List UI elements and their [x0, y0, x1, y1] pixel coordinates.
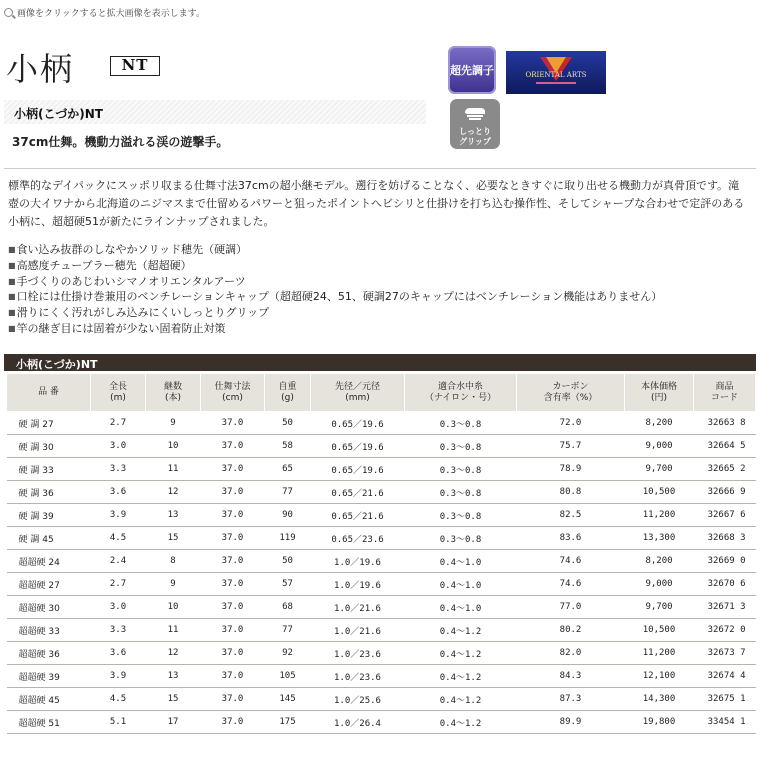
table-cell: 0.65／19.6 [311, 435, 405, 458]
table-cell: 4.5 [91, 527, 146, 550]
table-cell: 0.4〜1.2 [405, 665, 517, 688]
table-cell: 13 [146, 665, 201, 688]
column-header [7, 374, 91, 412]
table-cell: 175 [265, 711, 311, 734]
column-header [146, 374, 201, 412]
table-cell: 77 [265, 481, 311, 504]
feature-text: 高感度チューブラー穂先（超超硬） [16, 258, 192, 272]
table-cell: 72.0 [517, 412, 625, 435]
table-cell: 9,000 [625, 573, 694, 596]
table-cell: 硬 調 30 [7, 435, 91, 458]
feature-text: 滑りにくく汚れがしみ込みにくいしっとりグリップ [16, 306, 270, 320]
table-cell: 50 [265, 550, 311, 573]
spec-table [6, 373, 756, 734]
table-cell: 9,000 [625, 435, 694, 458]
divider [4, 168, 756, 169]
table-cell: 37.0 [201, 642, 265, 665]
table-cell: 33454 1 [694, 711, 756, 734]
super-fast-action-label: 超先調子 [450, 64, 494, 77]
table-cell: 0.65／21.6 [311, 481, 405, 504]
table-cell: 0.4〜1.2 [405, 619, 517, 642]
table-cell: 3.6 [91, 481, 146, 504]
table-cell: 145 [265, 688, 311, 711]
column-header [625, 374, 694, 412]
table-cell: 15 [146, 688, 201, 711]
table-cell: 11 [146, 619, 201, 642]
column-header-line: 全長 [108, 381, 127, 392]
table-cell: 32670 6 [694, 573, 756, 596]
column-header [91, 374, 146, 412]
table-cell: 17 [146, 711, 201, 734]
column-header [517, 374, 625, 412]
column-header-line: 商品 [715, 381, 734, 392]
table-cell: 89.9 [517, 711, 625, 734]
table-cell: 0.3〜0.8 [405, 504, 517, 527]
table-cell: 2.7 [91, 412, 146, 435]
table-cell: 4.5 [91, 688, 146, 711]
grip-hand-icon [463, 104, 487, 124]
grip-label-1: しっとり [459, 127, 491, 136]
table-cell: 84.3 [517, 665, 625, 688]
table-cell: 37.0 [201, 527, 265, 550]
spec-header-row [7, 374, 756, 412]
table-cell: 0.3〜0.8 [405, 435, 517, 458]
column-header-line: (cm) [222, 392, 243, 403]
table-cell: 80.2 [517, 619, 625, 642]
table-cell: 1.0／19.6 [311, 550, 405, 573]
table-row [7, 642, 756, 665]
table-cell: 11,200 [625, 504, 694, 527]
table-cell: 12 [146, 642, 201, 665]
table-cell: 82.5 [517, 504, 625, 527]
table-cell: 9,700 [625, 596, 694, 619]
table-cell: 3.0 [91, 596, 146, 619]
table-cell: 硬 調 33 [7, 458, 91, 481]
table-cell: 超超硬 39 [7, 665, 91, 688]
table-cell: 80.8 [517, 481, 625, 504]
feature-list [8, 242, 662, 337]
table-row [7, 481, 756, 504]
oriental-arts-text: ORIENTAL ARTS [525, 71, 587, 79]
feature-item [8, 289, 662, 305]
table-cell: 0.4〜1.0 [405, 573, 517, 596]
table-cell: 50 [265, 412, 311, 435]
table-cell: 12 [146, 481, 201, 504]
table-cell: 0.4〜1.2 [405, 688, 517, 711]
table-cell: 0.65／21.6 [311, 504, 405, 527]
column-header-line: 品 番 [38, 387, 59, 397]
table-cell: 0.4〜1.0 [405, 596, 517, 619]
table-cell: 3.9 [91, 665, 146, 688]
table-cell: 8 [146, 550, 201, 573]
table-cell: 32666 9 [694, 481, 756, 504]
table-cell: 1.0／21.6 [311, 619, 405, 642]
table-cell: 硬 調 36 [7, 481, 91, 504]
column-header [694, 374, 756, 412]
table-cell: 9 [146, 412, 201, 435]
table-cell: 32674 4 [694, 665, 756, 688]
column-header-line: 仕舞寸法 [214, 381, 251, 392]
table-row [7, 619, 756, 642]
table-cell: 硬 調 45 [7, 527, 91, 550]
table-cell: 3.6 [91, 642, 146, 665]
table-cell: 0.3〜0.8 [405, 481, 517, 504]
feature-text: 竿の継ぎ目には固着が少ない固着防止対策 [16, 321, 226, 335]
table-cell: 1.0／19.6 [311, 573, 405, 596]
table-cell: 87.3 [517, 688, 625, 711]
table-cell: 37.0 [201, 550, 265, 573]
table-cell: 0.3〜0.8 [405, 527, 517, 550]
table-cell: 1.0／26.4 [311, 711, 405, 734]
table-cell: 32663 8 [694, 412, 756, 435]
column-header [405, 374, 517, 412]
table-cell: 37.0 [201, 619, 265, 642]
table-cell: 0.65／19.6 [311, 412, 405, 435]
table-row [7, 550, 756, 573]
table-cell: 57 [265, 573, 311, 596]
table-cell: 74.6 [517, 573, 625, 596]
table-cell: 超超硬 36 [7, 642, 91, 665]
grip-label-2: グリップ [459, 137, 491, 146]
table-cell: 37.0 [201, 711, 265, 734]
table-cell: 37.0 [201, 412, 265, 435]
zoom-hint [4, 5, 205, 19]
table-cell: 37.0 [201, 688, 265, 711]
table-cell: 1.0／23.6 [311, 642, 405, 665]
table-row [7, 665, 756, 688]
table-cell: 3.9 [91, 504, 146, 527]
feature-item [8, 258, 662, 274]
table-cell: 74.6 [517, 550, 625, 573]
table-cell: 78.9 [517, 458, 625, 481]
table-cell: 10,500 [625, 619, 694, 642]
table-cell: 13,300 [625, 527, 694, 550]
feature-item [8, 242, 662, 258]
table-cell: 37.0 [201, 458, 265, 481]
table-cell: 8,200 [625, 550, 694, 573]
table-cell: 超超硬 27 [7, 573, 91, 596]
moist-grip-badge[interactable] [450, 99, 500, 149]
table-cell: 0.65／19.6 [311, 458, 405, 481]
table-cell: 2.7 [91, 573, 146, 596]
table-cell: 超超硬 45 [7, 688, 91, 711]
table-cell: 0.3〜0.8 [405, 412, 517, 435]
column-header-line: (円) [650, 392, 668, 403]
spec-table-title: 小柄(こづか)NT [16, 358, 98, 371]
table-cell: 11 [146, 458, 201, 481]
table-cell: 14,300 [625, 688, 694, 711]
table-cell: 3.0 [91, 435, 146, 458]
table-cell: 68 [265, 596, 311, 619]
table-cell: 32668 3 [694, 527, 756, 550]
table-cell: 3.3 [91, 458, 146, 481]
table-row [7, 435, 756, 458]
table-cell: 12,100 [625, 665, 694, 688]
table-cell: 硬 調 39 [7, 504, 91, 527]
table-cell: 32664 5 [694, 435, 756, 458]
table-cell: 32673 7 [694, 642, 756, 665]
table-cell: 0.65／23.6 [311, 527, 405, 550]
feature-text: 口栓には仕掛け巻兼用のベンチレーションキャップ（超超硬24、51、硬調27のキャップにはベンチレーション機能はありません） [16, 290, 663, 304]
column-header-line: (m) [110, 392, 126, 403]
table-cell: 0.4〜1.2 [405, 711, 517, 734]
table-cell: 75.7 [517, 435, 625, 458]
column-header-line: カーボン [552, 381, 589, 392]
spec-table-header-bar [4, 354, 756, 371]
feature-item [8, 274, 662, 290]
table-row [7, 711, 756, 734]
table-cell: 10,500 [625, 481, 694, 504]
column-header [265, 374, 311, 412]
table-cell: 32671 3 [694, 596, 756, 619]
table-cell: 90 [265, 504, 311, 527]
column-header-line: （ナイロン・号） [424, 392, 497, 403]
magnifier-icon [4, 8, 13, 17]
oriental-arts-logo[interactable] [506, 51, 606, 94]
table-cell: 硬 調 27 [7, 412, 91, 435]
column-header-line: (本) [164, 392, 182, 403]
table-cell: 77 [265, 619, 311, 642]
table-cell: 65 [265, 458, 311, 481]
table-cell: 37.0 [201, 573, 265, 596]
feature-item [8, 305, 662, 321]
feature-text: 手づくりのあじわいシマノオリエンタルアーツ [16, 274, 246, 288]
table-cell: 37.0 [201, 435, 265, 458]
table-cell: 5.1 [91, 711, 146, 734]
super-fast-action-badge[interactable] [448, 46, 496, 94]
column-header-line: 適合水中糸 [437, 381, 483, 392]
oriental-arts-emblem [506, 51, 606, 94]
column-header-line: 先径／元径 [334, 381, 380, 392]
product-subtitle: 小柄(こづか)NT [14, 107, 103, 121]
table-cell: 32667 6 [694, 504, 756, 527]
table-cell: 超超硬 51 [7, 711, 91, 734]
table-cell: 2.4 [91, 550, 146, 573]
table-cell: 92 [265, 642, 311, 665]
table-cell: 8,200 [625, 412, 694, 435]
table-cell: 19,800 [625, 711, 694, 734]
table-row [7, 504, 756, 527]
spec-table-body [7, 412, 756, 734]
table-cell: 37.0 [201, 665, 265, 688]
column-header [201, 374, 265, 412]
column-header-line: (mm) [345, 392, 370, 403]
product-title: 小柄 [6, 50, 75, 88]
table-row [7, 596, 756, 619]
table-cell: 3.3 [91, 619, 146, 642]
product-description: 標準的なデイパックにスッポリ収まる仕舞寸法37cmの超小継モデル。遡行を妨げることなく、必要なときすぐに取り出せる機動力が真骨頂です。滝壺の大イワナから北海道のニジマスまで仕留めるパワーと狙ったポイントへビシリと仕掛けを打ち込む操作性、そしてシャープな合わせで定評のある小柄に、超超硬51が新たにラインナップされました。 [8, 179, 745, 228]
table-cell: 10 [146, 596, 201, 619]
table-cell: 15 [146, 527, 201, 550]
table-cell: 119 [265, 527, 311, 550]
feature-text: 食い込み抜群のしなやかソリッド穂先（硬調） [16, 243, 248, 256]
table-cell: 11,200 [625, 642, 694, 665]
column-header-line: 本体価格 [640, 381, 677, 392]
catch-copy: 37cm仕舞。機動力溢れる渓の遊撃手。 [12, 135, 229, 149]
column-header-line: (g) [281, 392, 294, 403]
table-cell: 105 [265, 665, 311, 688]
table-cell: 32669 0 [694, 550, 756, 573]
table-row [7, 458, 756, 481]
feature-item [8, 321, 662, 337]
table-cell: 58 [265, 435, 311, 458]
table-cell: 超超硬 24 [7, 550, 91, 573]
table-cell: 13 [146, 504, 201, 527]
table-cell: 超超硬 30 [7, 596, 91, 619]
table-row [7, 412, 756, 435]
table-row [7, 527, 756, 550]
table-cell: 9,700 [625, 458, 694, 481]
column-header-line: 含有率（%） [543, 392, 598, 403]
table-cell: 超超硬 33 [7, 619, 91, 642]
table-cell: 1.0／25.6 [311, 688, 405, 711]
column-header-line: 継数 [163, 381, 182, 392]
table-cell: 37.0 [201, 504, 265, 527]
table-cell: 32675 1 [694, 688, 756, 711]
table-cell: 32672 0 [694, 619, 756, 642]
nt-logo: NT [110, 56, 160, 76]
table-cell: 37.0 [201, 596, 265, 619]
table-row [7, 688, 756, 711]
table-cell: 82.0 [517, 642, 625, 665]
table-cell: 1.0／21.6 [311, 596, 405, 619]
table-cell: 0.3〜0.8 [405, 458, 517, 481]
table-cell: 37.0 [201, 481, 265, 504]
zoom-hint-text: 画像をクリックすると拡大画像を表示します。 [17, 8, 205, 19]
table-cell: 1.0／23.6 [311, 665, 405, 688]
table-cell: 32665 2 [694, 458, 756, 481]
table-cell: 0.4〜1.0 [405, 550, 517, 573]
table-cell: 0.4〜1.2 [405, 642, 517, 665]
table-cell: 77.0 [517, 596, 625, 619]
table-cell: 83.6 [517, 527, 625, 550]
column-header-line: 自重 [278, 381, 297, 392]
column-header [311, 374, 405, 412]
table-row [7, 573, 756, 596]
table-cell: 10 [146, 435, 201, 458]
table-cell: 9 [146, 573, 201, 596]
column-header-line: コード [710, 392, 738, 403]
